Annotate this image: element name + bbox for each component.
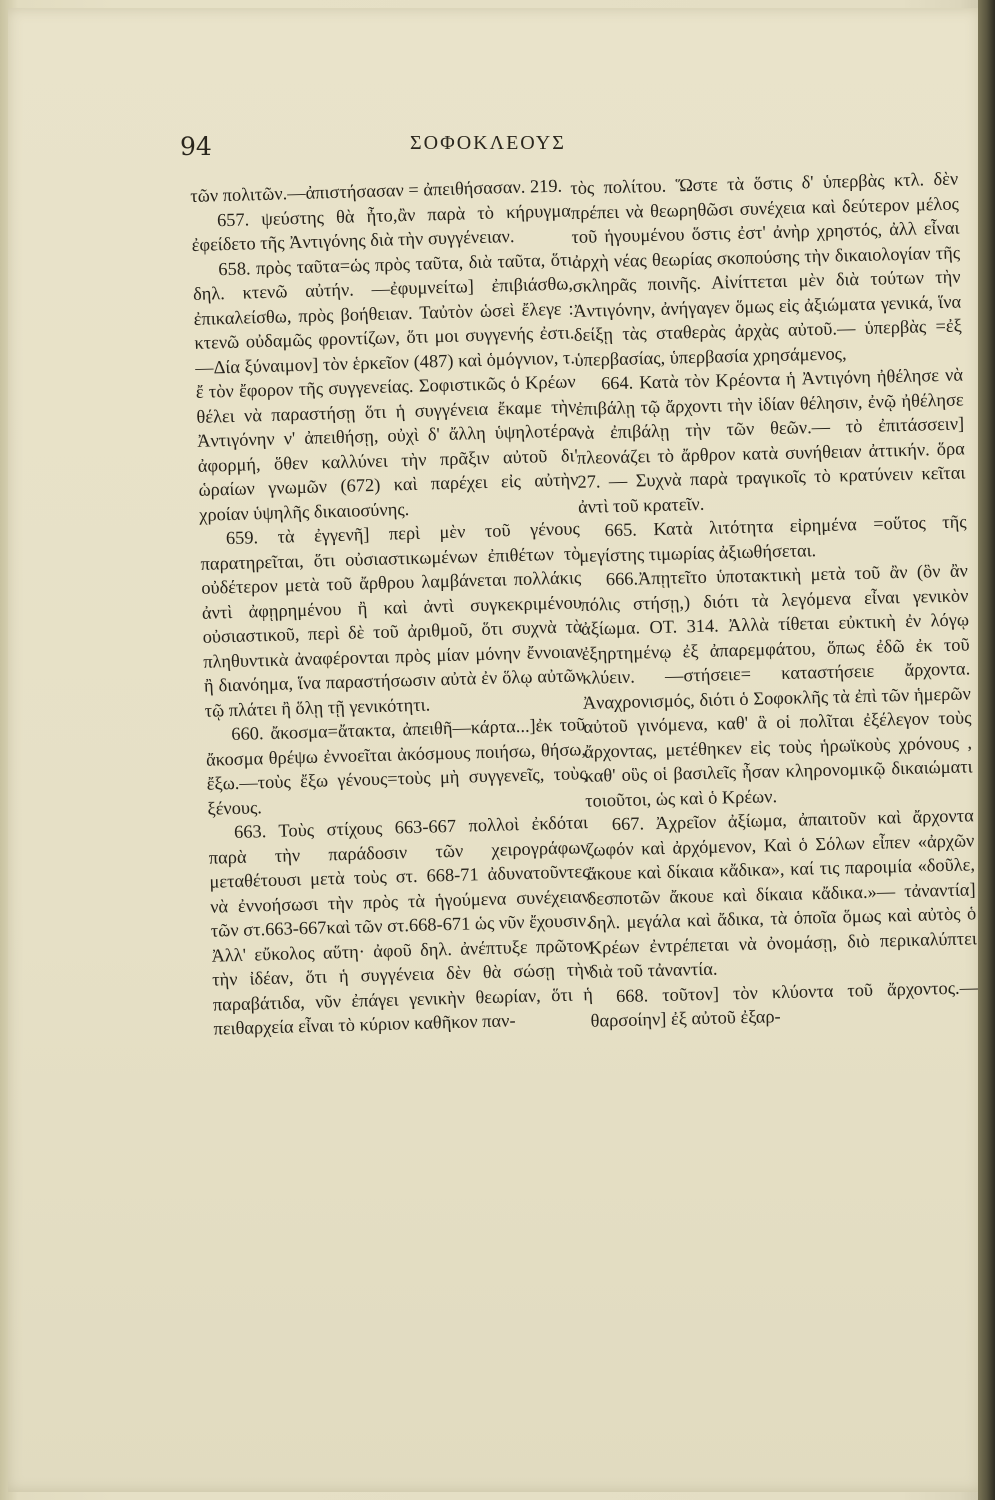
running-title: ΣΟΦΟΚΛΕΟΥΣ xyxy=(410,132,566,154)
right-column xyxy=(570,167,989,1448)
commentary-paragraph: 657. ψεύστης θὰ ἦτο,ἂν παρὰ τὸ κήρυγμα ἐφείδετο τῆς Ἀντιγόνης διὰ τὴν συγγένειαν. xyxy=(191,199,572,255)
commentary-paragraph: 667. Ἀχρεῖον ἀξίωμα, ἀπαιτοῦν καὶ ἄρχοντα ζωφόν καὶ ἀρχόμενον, Καὶ ὁ Σόλων εἶπεν «ἀρχῶν ἄκουε καὶ δίκαια κἄδικα», καί τις παροιμία «δοῦλε, δεσποτῶν ἄκουε καὶ δίκαια κἄδικα.»— τἀναντία] δηλ. μεγάλα καὶ ἄδικα, τὰ ὁποῖα ὅμως καὶ αὐτὸς ὁ Κρέων ἐντρέπεται νὰ ὀνομάσῃ, διὸ περικαλύπτει διὰ τοῦ τἀναντία. xyxy=(586,805,977,982)
commentary-paragraph: 663. Τοὺς στίχους 663-667 πολλοὶ ἐκδόται παρὰ τὴν παράδοσιν τῶν χειρογράφων μεταθέτουσι μετὰ τοὺς στ. 668-71 ἀδυνατοῦντες νὰ ἐννοήσωσι τὴν πρὸς τὰ ἡγούμενα συνέχειαν τῶν στ.663-667καὶ τῶν στ.668-671 ὡς νῦν ἔχουσιν. Ἀλλ' εὔκολος αὕτη· ἀφοῦ δηλ. ἀνέπτυξε πρῶτον τὴν ἰδέαν, ὅτι ἡ συγγένεια δὲν θὰ σώσῃ τὴν παραβάτιδα, νῦν ἐπάγει γενικὴν θεωρίαν, ὅτι ἡ πειθαρχεία εἶναι τὸ κύριον καθῆκον παν- xyxy=(208,812,594,1039)
commentary-paragraph: 668. τοῦτον] τὸν κλύοντα τοῦ ἄρχοντος.—θαρσοίην] ἐξ αὐτοῦ ἐξαρ- xyxy=(590,976,979,1031)
commentary-paragraph: 666.Ἀπῃτεῖτο ὑποτακτικὴ μετὰ τοῦ ἂν (ὃν ἂν πόλις στήσῃ,) διότι τὰ λεγόμενα εἶναι γενικὸν ἀξίωμα. ΟΤ. 314. Ἀλλὰ τίθεται εὐκτικὴ ἐν λόγῳ ἐξηρτημένῳ ἐξ ἀπαρεμφάτου, ὅπως ἐδῶ ἐκ τοῦ κλύειν. —στήσειε= καταστήσειε ἄρχοντα. Ἀναχρονισμός, διότι ὁ Σοφοκλῆς τὰ ἐπὶ τῶν ἡμερῶν αὐτοῦ γινόμενα, καθ' ἃ οἱ πολῖται ἐξέλεγον τοὺς ἄρχοντας, μετέθηκεν εἰς τοὺς ἡρωϊκοὺς χρόνους , καθ' οὓς οἱ βασιλεῖς ἦσαν κληρονομικῷ δικαιώματι τοιοῦτοι, ὡς καὶ ὁ Κρέων. xyxy=(580,560,973,811)
commentary-paragraph: τῶν πολιτῶν.—ἀπιστήσασαν = ἀπειθήσασαν. 219. xyxy=(190,175,563,206)
commentary-paragraph: 664. Κατὰ τὸν Κρέοντα ἡ Ἀντιγόνη ἠθέλησε νὰ ἐπιβάλῃ τῷ ἄρχοντι τὴν ἰδίαν θέλησιν, ἐνῷ ἠθέλησε νὰ ἐπιβάλῃ τὴν τῶν θεῶν.— τὸ ἐπιτάσσειν] πλεονάζει τὸ ἄρθρον κατὰ συνήθειαν ἀττικήν. ὅρα 27. — Συχνὰ παρὰ τραγικοῖς τὸ κρατύνειν κεῖται ἀντὶ τοῦ κρατεῖν. xyxy=(575,364,966,517)
commentary-paragraph: 660. ἄκοσμα=ἄτακτα, ἀπειθῆ—κάρτα...]ἐκ τοῦ ἄκοσμα θρέψω ἐννοεῖται ἀκόσμους ποιήσω, θήσω, ἔξω.—τοὺς ἔξω γένους=τοὺς μὴ συγγενεῖς, τοὺς ξένους. xyxy=(205,714,587,819)
page-header xyxy=(180,128,800,168)
commentary-paragraph: 665. Κατὰ λιτότητα εἰρημένα =οὕτος τῆς μεγίστης τιμωρίας ἀξιωθήσεται. xyxy=(579,511,967,566)
left-column xyxy=(190,173,605,1455)
commentary-paragraph: τὸς πολίτου. Ὥστε τὰ ὅστις δ' ὑπερβὰς κτλ. δὲν πρέπει νὰ θεωρηθῶσι συνέχεια καὶ δεύτερον μέλος τοῦ ἡγουμένου ὅστις ἐστ' ἀνὴρ χρηστός, ἀλλ εἶναι ἀρχὴ νέας θεωρίας σκοπούσης τὴν δικαιολογίαν τῆς σκληρᾶς ποινῆς. Αἰνίττεται μὲν διὰ τούτων τὴν Ἀντιγόνην, ἀνήγαγεν ὅμως εἰς ἀξιώματα γενικά, ἵνα δείξῃ τὰς σταθερὰς ἀρχὰς αὐτοῦ.— ὑπερβὰς =ἐξ ὑπερβασίας, ὑπερβασία χρησάμενος, xyxy=(570,168,963,370)
commentary-paragraph: 658. πρὸς ταῦτα=ὡς πρὸς ταῦτα, διὰ ταῦτα, ὅτι δηλ. κτενῶ αὐτήν. —ἐφυμνείτω] ἐπιβιάσθω, ἐπικαλείσθω, πρὸς βοήθειαν. Ταὐτὸν ὡσεὶ ἔλεγε : κτενῶ οὐδαμῶς φροντίζων, ὅτι μοι συγγενής ἐστι.—Δία ξύναιμον] τὸν ἑρκεῖον (487) καὶ ὁμόγνιον, τ. ἔ τὸν ἔφορον τῆς συγγενείας. Σοφιστικῶς ὁ Κρέων θέλει νὰ παραστήσῃ ὅτι ἡ συγγένεια ἔκαμε τὴν Ἀντιγόνην ν' ἀπειθήσῃ, οὐχὶ δ' ἄλλη ὑψηλοτέρα ἀφορμή, ὅθεν καλλύνει τὴν πρᾶξιν αὐτοῦ δι' ὡραίων γνωμῶν (672) καὶ παρέχει εἰς αὐτὴν χροίαν ὑψηλῆς δικαιοσύνης. xyxy=(192,248,579,525)
commentary-paragraph: 659. τὰ ἐγγενῆ] περὶ μὲν τοῦ γένους παρατηρεῖται, ὅτι οὐσιαστικωμένων ἐπιθέτων τὸ οὐδέτερον μετὰ τοῦ ἄρθρου λαμβάνεται πολλάκις ἀντὶ ἀφῃρημένου ἢ καὶ ἀντὶ συγκεκριμένου οὐσιαστικοῦ, περὶ δὲ τοῦ ἀριθμοῦ, ὅτι συχνὰ τὰ πληθυντικὰ ἀναφέρονται πρὸς μίαν μόνην ἔννοιαν ἢ διανόημα, ἵνα παραστήσωσιν αὐτὰ ἐν ὅλῳ αὐτῶν τῷ πλάτει ἢ ὅλῃ τῇ γενικότητι. xyxy=(200,518,585,721)
page-number: 94 xyxy=(180,132,212,161)
